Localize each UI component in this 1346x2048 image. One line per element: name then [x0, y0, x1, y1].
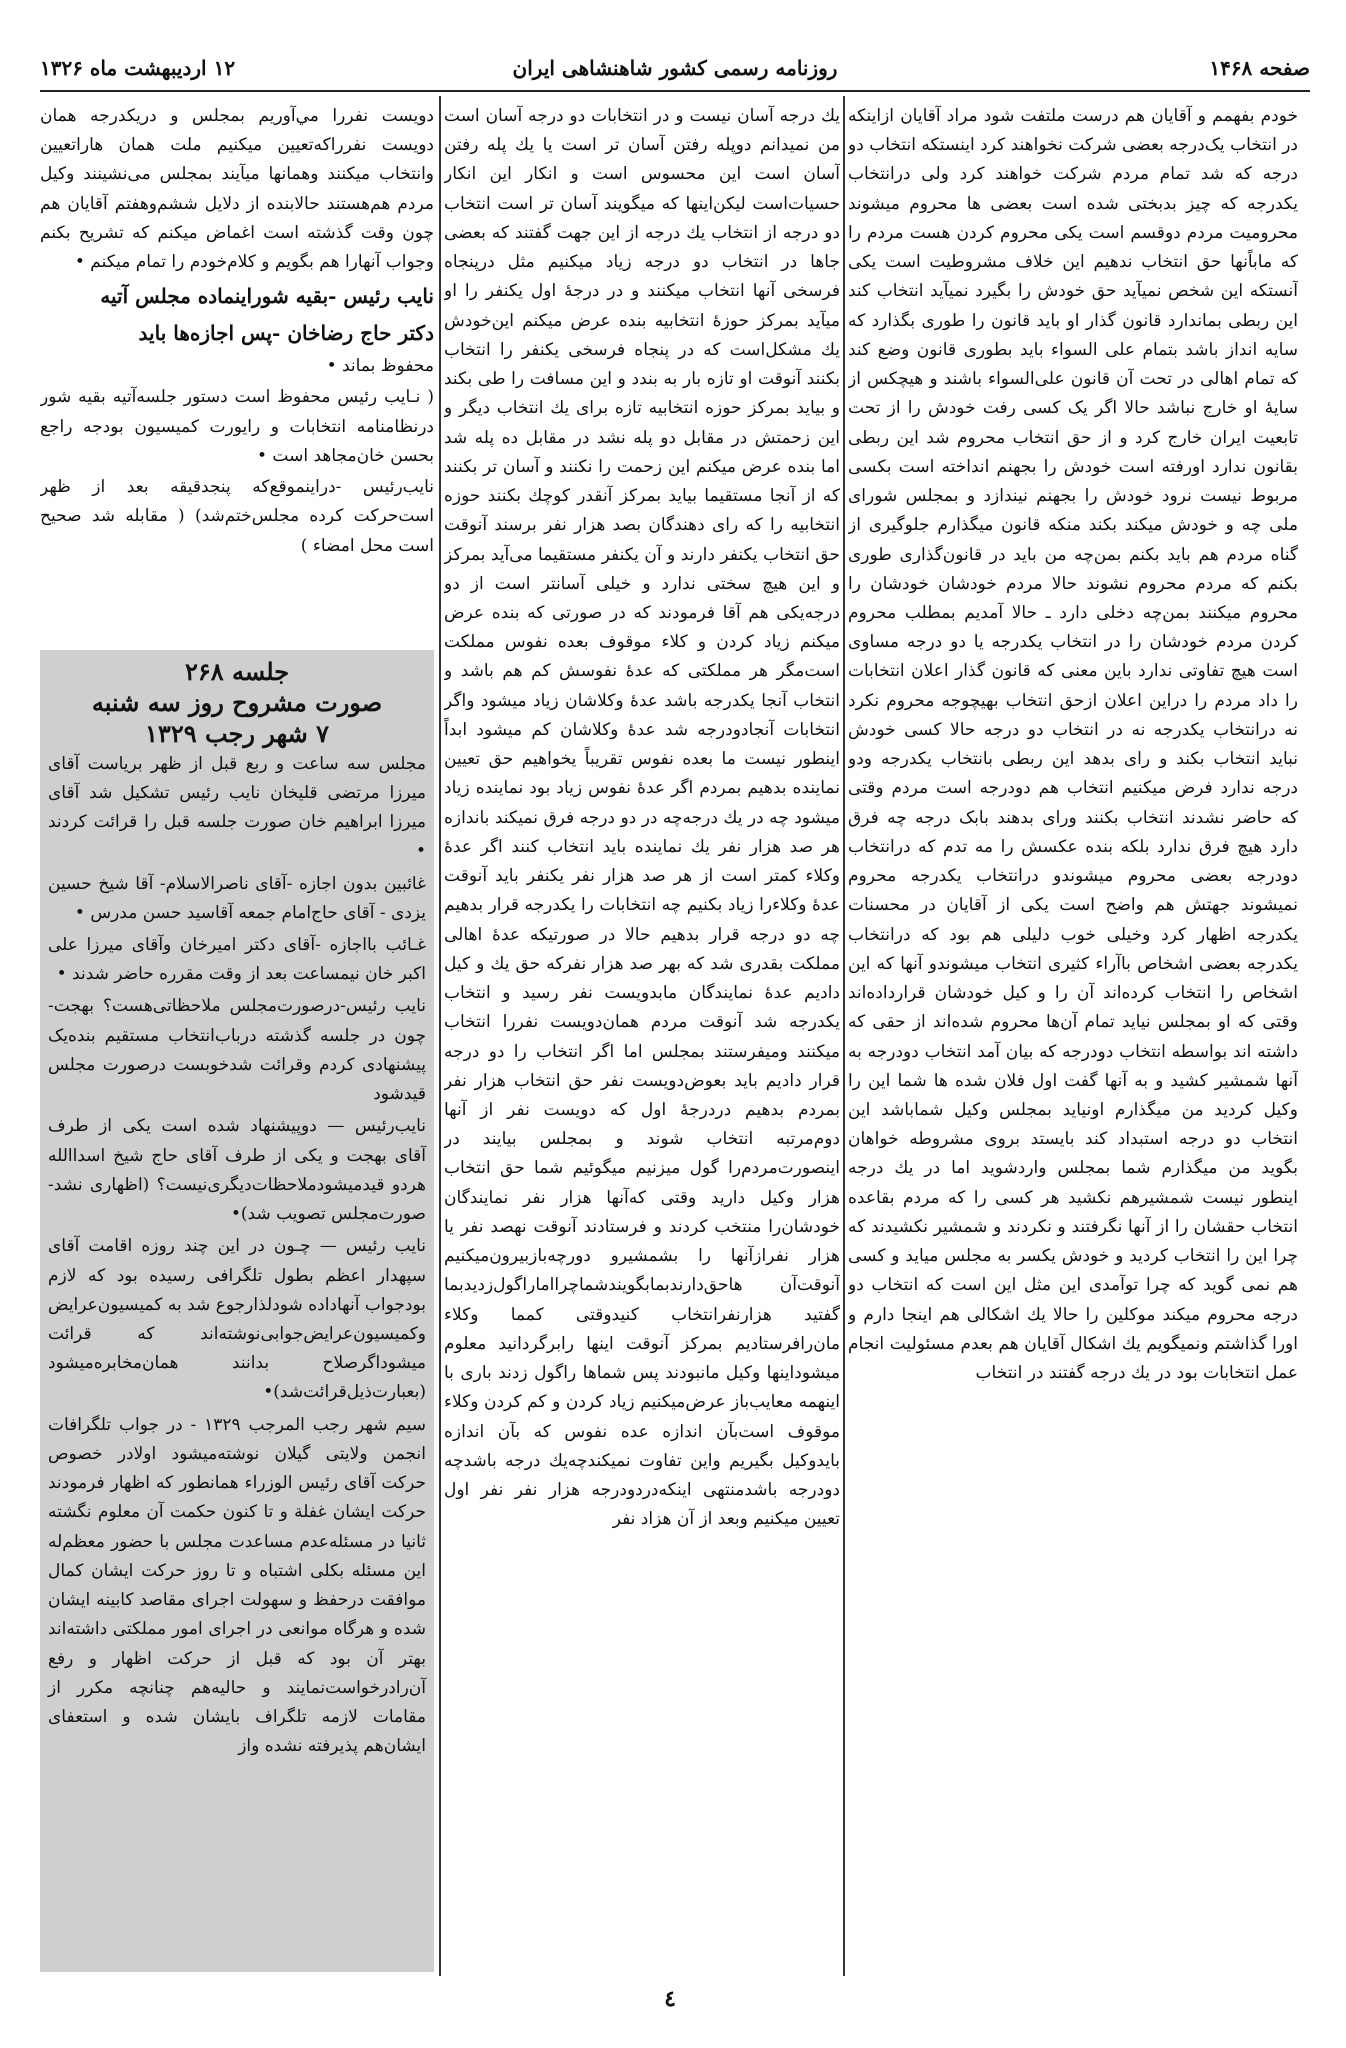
paragraph: دويست نفررا مي‌آوريم بمجلس و دريكدرجه همان دويست نفرراكه‌تعيين ميكنيم ملت همان هاراتعيين وانتخاب ميكنند وهمانها ميآيند بمجلس می‌نشينند وكيل مردم هم‌هستند حالابنده از دلايل ششم‌وهفتم آقايان هم چون وقت گذشته است اغماض میکنم که تشريح بكنم وجواب آنهارا هم بگويم و كلام‌خودم را تمام ميكنم • — [40, 106, 434, 273]
column-divider-right — [843, 96, 845, 1976]
header-rule — [40, 90, 1310, 92]
column-middle — [444, 102, 840, 1972]
column-middle-text: يك درجه آسان نيست و در انتخابات دو درجه آسان است من نميدانم دوپله رفتن آسان تر است يا يك پله رفتن آسان است اين محسوس است و انکار اين انکار حسيات‌است ليکن‌اينها که ميگويند آسان تر است انتخاب دو درجه از انتخاب يك درجه از اين جهت گفتند که بعضی جاها در انتخاب دو درجه زياد ميکنيم مثل درپنجاه فرسخی آنها انتخاب ميکنند و در درجهٔ اول يکنفر را او ميآيد بمرکز حوزهٔ انتخابيه بنده عرض ميکنم اين‌خودش يك مشکل‌است که در پنجاه فرسخی يکنفر را انتخاب بکنند آنوقت او تازه بار به بندد و اين مسافت را طی بکند و بيايد بمرکز حوزه انتخابيه تازه برای يك انتخاب ديگر و اين زحمتش در مقابل دو پله نشد در مقابل ده پله شد اما بنده عرض ميکنم اين زحمت را نکنند و آسان تر بکنند که از آنجا مستقيما بيايد بمرکز آنقدر کوچك بکنند حوزه انتخابيه را که رای دهندگان بصد هزار نفر برسند آنوقت حق انتخاب يکنفر دارند و آن يکنفر مستقيما می‌آيد بمرکز و اين هيچ سختی ندارد و خيلی آسانتر است از دو درجه‌يکی هم آقا فرمودند که در صورتی که بنده عرض میکنم زیاد کردن و کلاء موقوف بعده نفوس مملکت است‌مگر هر مملکتی که عدهٔ نفوسش کم هم باشد و انتخاب آنجا يکدرجه باشد عدهٔ وکلاشان زیاد میشود واگر انتخابات آنجادودرجه شد عدهٔ وکلاشان کم میشود ابداً اینطور نیست ما بعده نفوس تقریباً یخواهیم حق تعیین نماینده بدهیم بمردم اگر عدهٔ نفوس زیاد بود نماینده زیاد میشود چه در يك درجه‌چه در دو درجه فرق نمیکند باندازه هر صد هزار نفر يك نماينده بايد انتخاب كنند اگر عدهٔ وکلاء کمتر است از هر صد هزار نفر يکنفر بايد آنوقت عدهٔ وکلاءرا زياد بكنيم چه انتخابات را يكدرجه قرار بدهيم چه دو درجه قرار بدهيم حالا در صورتيكه عدهٔ اهالی مملكت بقدری شد كه بهر صد هزار نفرکه حق يك و كيل داديم عدهٔ نمايندگان مابدويست نفر رسيد و انتخاب يكدرجه شد آنوقت مردم همان‌دويست نفررا انتخاب ميكنند وميفرستند بمجلس اما اگر انتخاب را دو درجه قرار داديم بايد بعوض‌دويست نفر حق انتخاب هزار نفر بمردم بدهيم دردرجهٔ اول كه دويست نفر از آنها دوم‌مرتبه انتخاب شوند و بمجلس بيايند در اينصورت‌مردم‌را گول میزنيم ميگوئيم شما حق انتخاب هزار وكيل داريد وقتی كه‌آنها هزار نفر نمايندگان خودشان‌را منتخب كردند و فرستادند آنوقت نهصد نفر يا هزار نفرازآنها را بشمشیرو دورچه‌بازبیرون‌میکنیم آنوقت‌آن هاحق‌دارند‌بما‌بگويند‌شماچرااماراگول‌زدید‌بما گفتيد هزارنفرانتخاب کنيدوقتی کمما وکلاء مان‌رافرستاديم بمرکز آنوقت اينها رابرگردانيد معلوم ميشوداينها وكيل مانبودند پس شماها راگول زدند باری با اينهمه معايب‌باز عرض‌ميكنيم زياد كردن و كم كردن وكلاء موقوف است‌بآن اندازه عده نفوس كه بآن اندازه بايدوكيل بگيريم واين تفاوت نميكندچه‌يك درجه باشدچه دودرجه باشدمنتهی اينكه‌دردودرجه هزار نفر نفر اول تعيين ميكنيم وبعد از آن هزاد نفر — [444, 106, 840, 1530]
speaker-line: دکتر حاج رضاخان -پس اجازه‌ها بايد — [138, 320, 434, 345]
speaker-line: نایب رئیس -بقيه شوراينماده مجلس آتيه — [100, 284, 434, 309]
column-divider-left — [439, 96, 441, 1976]
page-number-label: صفحه ۱۴۶۸ — [1209, 56, 1310, 80]
column-right-text: خودم بفهمم و آقایان هم درست ملتفت شود مراد آقایان ازاینکه در انتخاب یک‌درجه بعضی شرکت نخواهند کرد اینستکه انتخاب دو درجه که شد تمام مردم شرکت خواهند کرد ولی درانتخاب یکدرجه که چیز بدبختی شده است بعضی ها محروم میشوند محرومیت مردم دوقسم است یکی محروم کردن هست مردم را که ماباًنها حق انتخاب ندهیم این خلاف مشروطیت است یکی آنستکه این شخص نمیآید حق خودش را بگیرد نمیآید انتخاب کند این ربطی بماندارد قانون گذار او باید قانون را طوری بگذارد که سایه انداز باشد بتمام علی السواء باید بطوری قانون وضع کند که تمام اهالی در تحت آن قانون علی‌السواء باشند و هیچکس از سایهٔ او خارج نباشد حالا اگر یک کسی رفت خودش را از تحت تابعیت ایران خارج کرد و از حق انتخاب محروم شد این ربطی بقانون ندارد اورفته است خودش را بجهنم انداخته است بکسی مربوط نیست نرود خودش را بجهنم نیندازد و بمجلس شورای ملی چه و خودش میکند بکند منکه قانون میگذارم جلوگیری از گناه مردم هم باید بکنم بمن‌چه من باید در قانون‌گذاری طوری بکنم که مردم محروم نشوند حالا مردم خودشان خودشان را محروم میکنند بمن‌چه دخلی دارد ـ حالا آمدیم بمطلب محروم کردن مردم خودشان را در انتخاب یکدرجه یا دو درجه مساوی است هیچ تفاوتی ندارد باین معنی که قانون گذار اعلان انتخابات را داد مردم را دراین اعلان ازحق انتخاب بهیچوجه محروم نکرد نه درانتخاب یکدرجه نه در انتخاب دو درجه حالا کسی خودش نباید انتخاب بکند و رای بدهد این ربطی بانتخاب یکدرجه ودو درجه ندارد فرض میکنیم انتخاب هم دودرجه است مردم وقتی که حاضر نشدند انتخاب بکنند ورای بدهند بابک درجه چه فرق دارد هیچ فرق ندارد بلکه بنده عکسش را مه تدم که درانتخاب دودرجه بعضی محروم میشوندو درانتخاب یکدرجه محروم نمیشوند جهتش هم واضح است یکی از آقایان در محسنات یکدرجه اظهار کرد وخیلی خوب دلیلی هم بود که درانتخاب یکدرجه بعضی اشخاص باآراء کثیری انتخاب میشوندو آنها که این اشخاص را انتخاب کرده‌اند آن را و کیل خودشان قرارداده‌اند وقتی که او بمجلس نیاید تمام آن‌ها محروم شده‌اند از حقی که داشته اند بواسطه انتخاب دودرجه که بیان آمد انتخاب دودرجه به آنها شمشیر کشید و به آنها گفت اول فلان شده ها شما این را وکیل کردید من میگذارم اونیاید بمجلس وکیل شماباشد این انتخاب دو درجه استبداد کند بایستد بروی مشروطه خواهان بگوید من میگذارم شما بمجلس واردشوید اما در یك درجه اینطور نیست شمشیرهم نکشید هر کسی را که مردم بقاعده انتخاب حقشان را از آنها نگرفتند و نکردند و شمشیر نکشیدند که چرا این را انتخاب کردید و خودش یکسر به مجلس میاید و کسی هم نمی گوید که چرا توآمدی این مثل این است که انتخاب دو درجه محروم میکند موکلین را حالا یك اشکالی هم اینجا دارم و اورا گذاشتم ونمیگویم یك اشکال آقایان هم بعدم مسئولیت انجام عمل انتخابات بود در یك درجه گفتند در انتخاب — [848, 106, 1298, 1384]
column-left — [40, 102, 434, 1972]
paragraph: ( نـايب رئیس محفوظ است دستور جلسه‌آتیه بقیه شور درنظامنامه انتخابات و رايورت كميسيون بودجه راجع بحسن خان‌مجاهد است • — [40, 387, 434, 466]
session-title: صورت مشروح روز سه شنبه — [91, 688, 383, 718]
column-right — [848, 102, 1298, 1972]
paragraph: نایب رئیس-درصورت‌مجلس ملاحظاتی‌هست؟ بهجت- چون در جلسه گذشته درباب‌انتخاب مستقیم بنده‌یک پیشنهادی کردم وقرائت شدخوبست درصورت مجلس قیدشود — [48, 996, 426, 1105]
column-left-top — [40, 102, 434, 642]
paragraph: محفوظ بماند • — [326, 356, 434, 377]
session-number: جلسه ۲۶۸ — [184, 657, 290, 686]
paragraph: نایب رئیس — چـون در این چند روزه اقامت آقای سپهدار اعظم بطول تلگرافی رسیده بود که لازم بودجواب آنهاداده شودلذارجوع شد به کمیسیون‌عرایض وکمیسیون‌عرایض‌جوابی‌نوشته‌اند که قرائت میشوداگرصلاح بدانند همان‌مخابره‌میشود (بعبارت‌ذیل‌قرائت‌شد)• — [48, 1236, 426, 1403]
newspaper-title: روزنامه رسمی کشور شاهنشاهی ایران — [512, 56, 838, 80]
session-minutes-box — [40, 650, 434, 1972]
paragraph: مجلس سه ساعت و ربع قبل از ظهر بریاست آقای میرزا مرتضی قلیخان نایب رئیس تشکیل شد آقای میرزا ابراهیم خان صورت جلسه قبل را قرائت کردند • — [48, 753, 426, 862]
paragraph: غائبین بدون اجازه -آقای ناصرالاسلام- آقا شیخ حسین یزدی - آقای حاج‌امام جمعه‌ آقاسید حسن مدرس • — [48, 873, 426, 923]
session-date: ۷ شهر رجب ۱۳۲۹ — [145, 719, 329, 749]
paragraph: نایب‌رئیس -دراینموقع‌که پنجدقيقه بعد از ظهر است‌حرکت کرده مجلس‌ختم‌شد) ( مقابله شد صحیح است محل امضاء ) — [40, 477, 434, 556]
folio-number: ٤ — [664, 1986, 676, 2012]
paragraph: غـائب بااجازه -آقای دکتر امیرخان وآقای میرزا علی اکبر خان نیمساعت بعد از وقت مقرره حاضر شدند • — [48, 934, 426, 985]
paragraph: نایب‌رئیس — دوپیشنهاد شده است یکی از طرف آقای بهجت و یکی از طرف آقای حاج شیخ اسداالله هردو قیدمیشود‌ملاحظات‌دیگری‌نیست؟ (اظهاری نشد-صورت‌مجلس تصویب شد)• — [48, 1116, 426, 1225]
paragraph: سیم شهر رجب المرجب ۱۳۲۹ - در جواب تلگرافات انجمن ولایتی گیلان نوشته‌میشود اولادر خصوص حرکت آقای رئیس الوزراء همانطور که اظهار فرمودند حرکت ایشان غفلة و تا کنون حکمت آن معلوم نگشته ثانیا در مسئله‌عدم مساعدت مجلس با حضور معظم‌له این مسئله بکلی اشتباه و تا روز حرکت ایشان کمال موافقت درحفظ و سهولت اجرای مقاصد کابینه ایشان شده و هرگاه موانعی در اجرای امور مملکتی داشته‌اند بهتر آن بود که قبل از حرکت اظهار و رفع آن‌رادرخواست‌نمایند و حالیه‌هم چنانچه مکرر از مقامات لازمه تلگراف بایشان شده و استعفای ایشان‌هم پذیرفته نشده واز — [48, 1414, 426, 1757]
page-header — [40, 52, 1310, 92]
issue-date: ۱۲ اردیبهشت ماه ۱۳۲۶ — [40, 56, 236, 80]
